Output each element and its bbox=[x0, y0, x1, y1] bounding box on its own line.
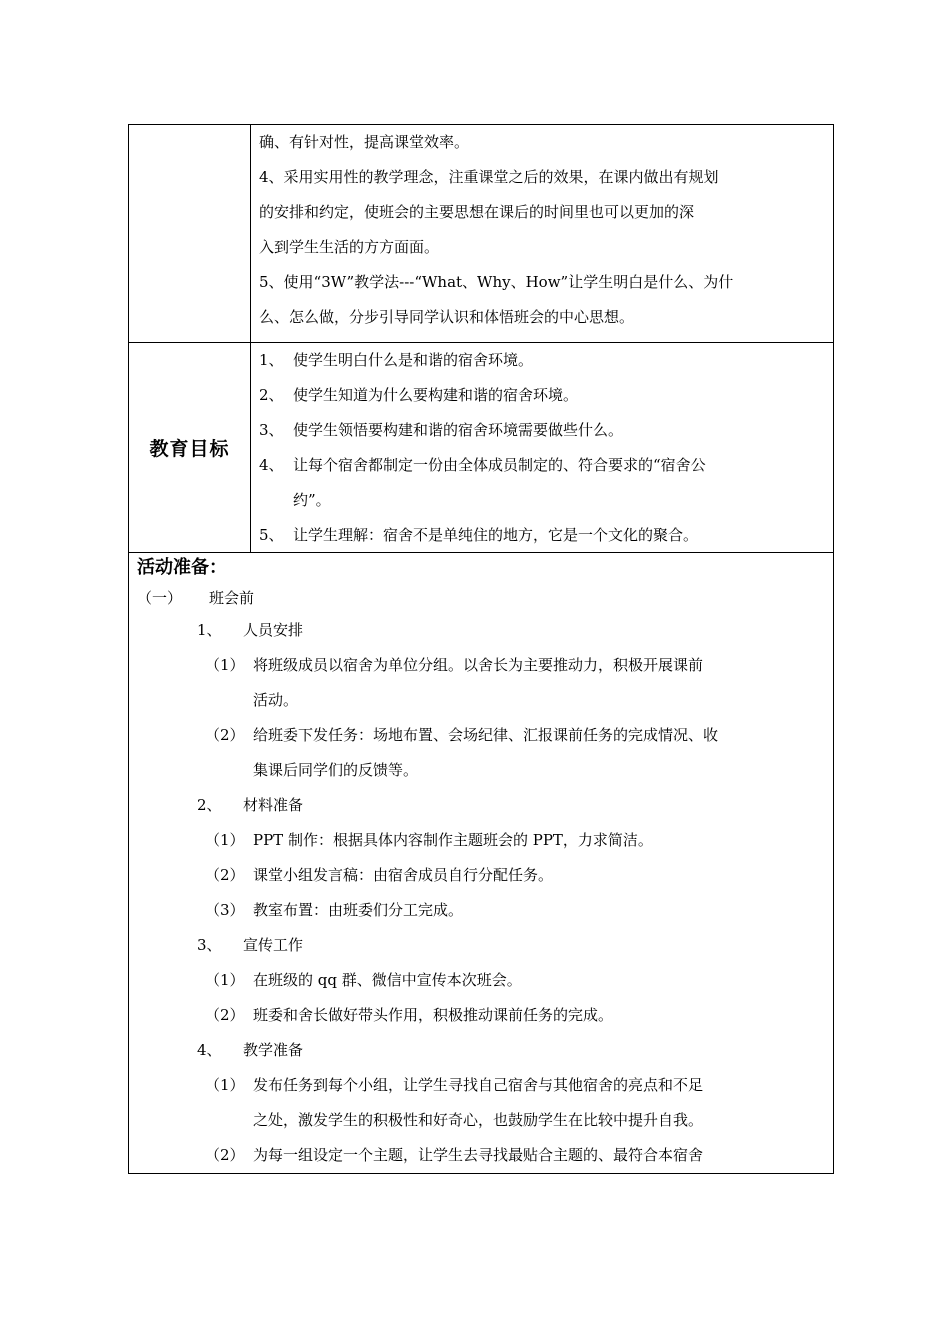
subsection-heading bbox=[129, 928, 833, 963]
methods-line: 确、有针对性，提高课堂效率。 bbox=[259, 133, 470, 151]
goal-text: 使学生明白什么是和谐的宿舍环境。 bbox=[293, 351, 534, 369]
subsection-number: 4、 bbox=[197, 1041, 222, 1059]
goal-item-continuation: 约”。 bbox=[293, 491, 331, 509]
subsection-heading bbox=[129, 788, 833, 823]
table-row-methods bbox=[129, 125, 833, 343]
list-item bbox=[129, 823, 833, 858]
list-item bbox=[129, 893, 833, 928]
goal-item bbox=[259, 518, 825, 553]
subsection-number: 3、 bbox=[197, 936, 222, 954]
item-text: 将班级成员以宿舍为单位分组。以舍长为主要推动力，积极开展课前 bbox=[253, 656, 704, 674]
item-number: （2） bbox=[205, 866, 245, 884]
phase-number: （一） bbox=[137, 589, 183, 607]
list-item-continuation: 之处，激发学生的积极性和好奇心，也鼓励学生在比较中提升自我。 bbox=[253, 1111, 704, 1129]
row-label-empty bbox=[129, 125, 251, 342]
item-text: 教室布置：由班委们分工完成。 bbox=[253, 901, 464, 919]
list-item-continuation: 活动。 bbox=[253, 691, 299, 709]
subsection-text: 人员安排 bbox=[243, 621, 304, 639]
goal-number: 4、 bbox=[259, 456, 284, 474]
item-text: 给班委下发任务：场地布置、会场纪律、汇报课前任务的完成情况、收 bbox=[253, 726, 719, 744]
methods-line: 4、采用实用性的教学理念，注重课堂之后的效果，在课内做出有规划 bbox=[259, 168, 719, 186]
subsection-number: 2、 bbox=[197, 796, 222, 814]
goal-number: 2、 bbox=[259, 386, 284, 404]
phase-heading bbox=[129, 583, 833, 613]
list-item-continuation: 集课后同学们的反馈等。 bbox=[253, 761, 419, 779]
goal-number: 3、 bbox=[259, 421, 284, 439]
goals-content bbox=[251, 343, 833, 552]
goal-text: 让学生理解：宿舍不是单纯住的地方，它是一个文化的聚合。 bbox=[293, 526, 699, 544]
goal-item bbox=[259, 448, 825, 483]
methods-line: 入到学生生活的方方面面。 bbox=[259, 238, 440, 256]
list-item bbox=[129, 718, 833, 753]
list-item bbox=[129, 1068, 833, 1103]
subsection-text: 材料准备 bbox=[243, 796, 304, 814]
list-item bbox=[129, 1138, 833, 1173]
subsection-number: 1、 bbox=[197, 621, 222, 639]
goal-item bbox=[259, 413, 825, 448]
item-text: PPT 制作：根据具体内容制作主题班会的 PPT，力求简洁。 bbox=[253, 831, 653, 849]
list-item bbox=[129, 648, 833, 683]
goal-item bbox=[259, 343, 825, 378]
goals-label: 教育目标 bbox=[149, 438, 230, 460]
preparation-content bbox=[129, 553, 833, 1173]
item-text: 为每一组设定一个主题，让学生去寻找最贴合主题的、最符合本宿舍 bbox=[253, 1146, 704, 1164]
document-table bbox=[128, 124, 834, 1174]
item-text: 在班级的 qq 群、微信中宣传本次班会。 bbox=[253, 971, 522, 989]
subsection-text: 宣传工作 bbox=[243, 936, 304, 954]
goal-number: 1、 bbox=[259, 351, 284, 369]
goal-number: 5、 bbox=[259, 526, 284, 544]
item-number: （3） bbox=[205, 901, 245, 919]
list-item bbox=[129, 858, 833, 893]
goal-item bbox=[259, 378, 825, 413]
table-row-goals bbox=[129, 343, 833, 553]
preparation-title: 活动准备： bbox=[137, 557, 227, 578]
goal-text: 使学生知道为什么要构建和谐的宿舍环境。 bbox=[293, 386, 579, 404]
goal-text: 使学生领悟要构建和谐的宿舍环境需要做些什么。 bbox=[293, 421, 624, 439]
phase-text: 班会前 bbox=[209, 589, 255, 607]
methods-line: 么、怎么做，分步引导同学认识和体悟班会的中心思想。 bbox=[259, 308, 635, 326]
goals-label-cell bbox=[129, 343, 251, 552]
item-number: （1） bbox=[205, 831, 245, 849]
subsection-heading bbox=[129, 613, 833, 648]
item-text: 发布任务到每个小组，让学生寻找自己宿舍与其他宿舍的亮点和不足 bbox=[253, 1076, 704, 1094]
item-text: 课堂小组发言稿：由宿舍成员自行分配任务。 bbox=[253, 866, 554, 884]
item-text: 班委和舍长做好带头作用，积极推动课前任务的完成。 bbox=[253, 1006, 614, 1024]
item-number: （2） bbox=[205, 726, 245, 744]
goal-text: 让每个宿舍都制定一份由全体成员制定的、符合要求的“宿舍公 bbox=[293, 456, 706, 474]
item-number: （1） bbox=[205, 1076, 245, 1094]
subsection-heading bbox=[129, 1033, 833, 1068]
item-number: （1） bbox=[205, 656, 245, 674]
item-number: （2） bbox=[205, 1146, 245, 1164]
list-item bbox=[129, 963, 833, 998]
table-row-preparation bbox=[129, 553, 833, 1173]
list-item bbox=[129, 998, 833, 1033]
methods-content bbox=[251, 125, 833, 342]
methods-line: 5、使用“3W”教学法---“What、Why、How”让学生明白是什么、为什 bbox=[259, 273, 734, 291]
subsection-text: 教学准备 bbox=[243, 1041, 304, 1059]
methods-line: 的安排和约定，使班会的主要思想在课后的时间里也可以更加的深 bbox=[259, 203, 695, 221]
item-number: （2） bbox=[205, 1006, 245, 1024]
item-number: （1） bbox=[205, 971, 245, 989]
